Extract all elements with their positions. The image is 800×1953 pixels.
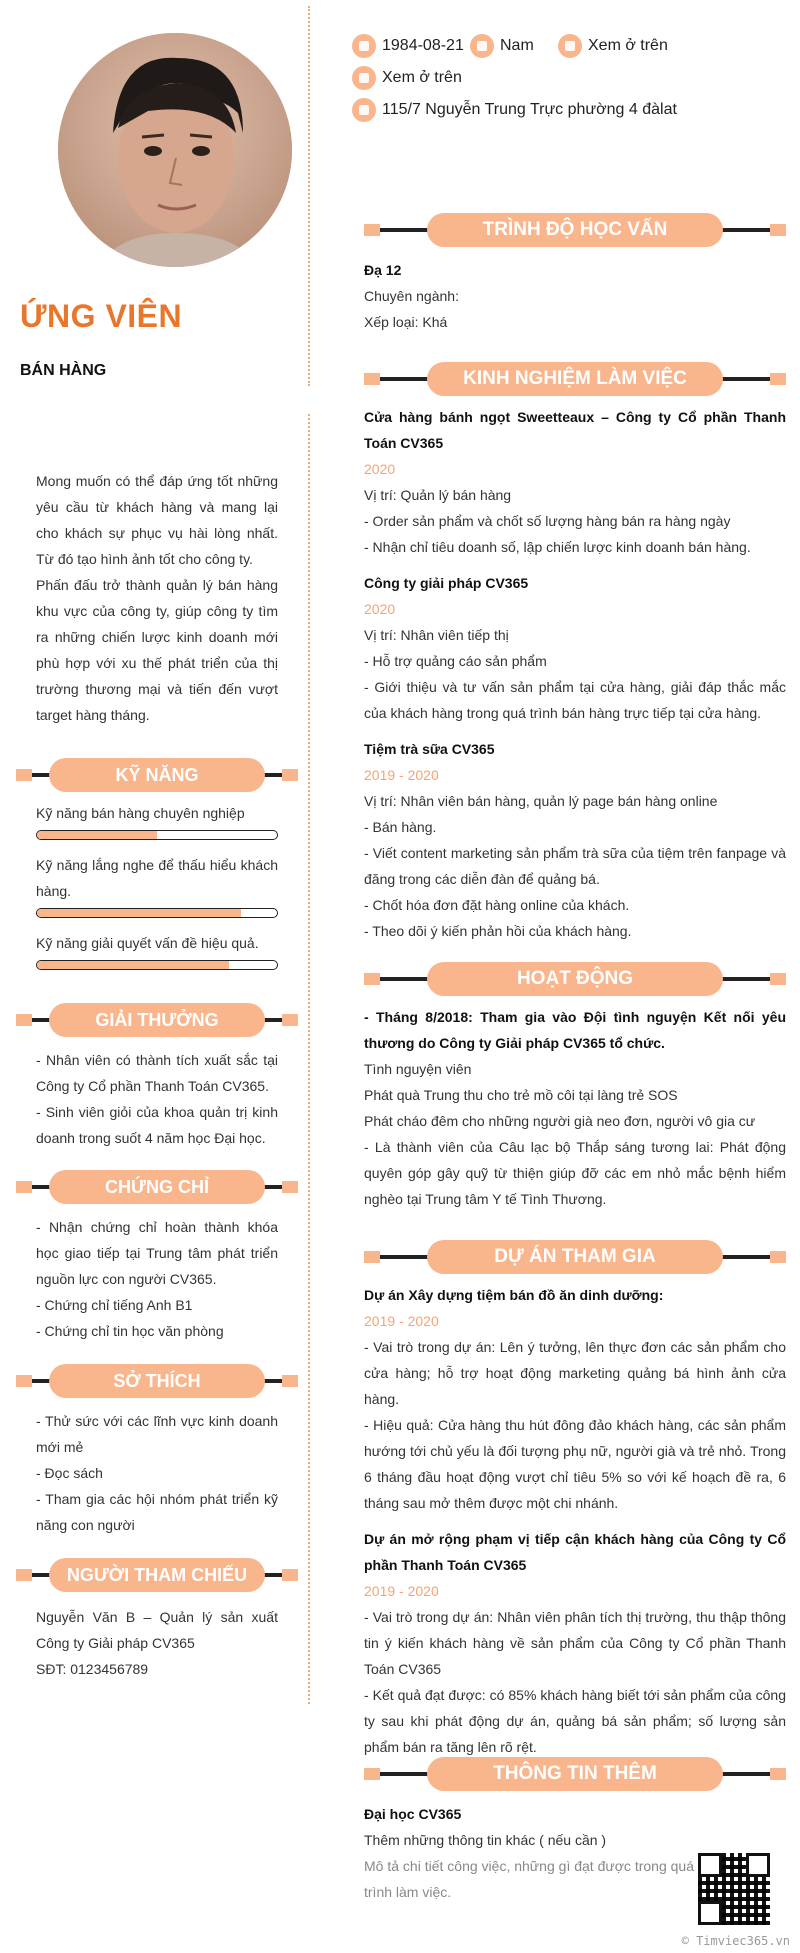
phone-icon bbox=[558, 34, 582, 58]
job-period: 2020 bbox=[364, 601, 396, 617]
certificate-item: - Nhận chứng chỉ hoàn thành khóa học giao tiếp tại Trung tâm phát triển nguồn lực con người CV365. bbox=[36, 1219, 278, 1287]
company-name: Cửa hàng bánh ngọt Sweetteaux – Công ty Cổ phần Thanh Toán CV365 bbox=[364, 409, 786, 451]
section-title: CHỨNG CHỈ bbox=[49, 1170, 265, 1204]
reference-item: Nguyễn Văn B – Quản lý sản xuất Công ty Giải pháp CV365 bbox=[36, 1609, 278, 1651]
skill-name: Kỹ năng lắng nghe để thấu hiểu khách hàng. bbox=[36, 857, 278, 899]
section-banner bbox=[16, 1170, 298, 1204]
gender-row bbox=[470, 34, 534, 58]
extra-school: Đại học CV365 bbox=[364, 1806, 462, 1822]
section-title: KỸ NĂNG bbox=[49, 758, 265, 792]
address-value: 115/7 Nguyễn Trung Trực phường 4 đàlat bbox=[382, 101, 677, 118]
company-name: Công ty giải pháp CV365 bbox=[364, 575, 529, 591]
section-title: SỞ THÍCH bbox=[49, 1364, 265, 1398]
certificate-item: - Chứng chỉ tin học văn phòng bbox=[36, 1323, 224, 1339]
section-title: HOẠT ĐỘNG bbox=[427, 962, 723, 996]
project-period: 2019 - 2020 bbox=[364, 1583, 439, 1599]
section-title: KINH NGHIỆM LÀM VIỆC bbox=[427, 362, 723, 396]
job-line: - Theo dõi ý kiến phản hồi của khách hàng. bbox=[364, 923, 632, 939]
section-title: GIẢI THƯỞNG bbox=[49, 1003, 265, 1037]
job-line: Vị trí: Quản lý bán hàng bbox=[364, 487, 512, 503]
job-period: 2020 bbox=[364, 461, 396, 477]
project-period: 2019 - 2020 bbox=[364, 1313, 439, 1329]
phone-row bbox=[558, 34, 668, 58]
section-banner bbox=[16, 1364, 298, 1398]
qr-code bbox=[698, 1853, 770, 1925]
project-name: Dự án mở rộng phạm vị tiếp cận khách hàng của Công ty Cổ phần Thanh Toán CV365 bbox=[364, 1531, 786, 1573]
avatar bbox=[58, 33, 292, 267]
job-line: - Nhận chỉ tiêu doanh số, lập chiến lược kinh doanh bán hàng. bbox=[364, 539, 751, 555]
education-section bbox=[364, 213, 786, 335]
job-line: Vị trí: Nhân viên tiếp thị bbox=[364, 627, 509, 643]
job-line: - Bán hàng. bbox=[364, 819, 437, 835]
extra-placeholder: Mô tả chi tiết công việc, những gì đạt được trong quá trình làm việc. bbox=[364, 1858, 694, 1900]
certificates-section bbox=[16, 1170, 298, 1344]
birthday-cake-icon bbox=[352, 34, 376, 58]
reference-item: SĐT: 0123456789 bbox=[36, 1661, 149, 1677]
job-line: - Giới thiệu và tư vấn sản phẩm tại cửa hàng, giải đáp thắc mắc của khách hàng trong quá trình bán hàng trực tiếp tại cửa hàng. bbox=[364, 679, 786, 721]
job-line: Vị trí: Nhân viên bán hàng, quản lý page bán hàng online bbox=[364, 793, 718, 809]
award-item: - Nhân viên có thành tích xuất sắc tại Công ty Cổ phần Thanh Toán CV365. bbox=[36, 1052, 278, 1094]
email-row bbox=[352, 66, 462, 90]
skills-section bbox=[16, 758, 298, 982]
section-banner bbox=[364, 1757, 786, 1791]
gender-value: Nam bbox=[500, 37, 534, 54]
company-name: Tiệm trà sữa CV365 bbox=[364, 741, 495, 757]
project-line: - Kết quả đạt được: có 85% khách hàng biết tới sản phẩm của công ty sau khi phát động dự án, quảng bá sản phẩm; số lượng sản phẩm bán ra tăng lên rõ rệt. bbox=[364, 1687, 786, 1755]
email-value: Xem ở trên bbox=[382, 69, 462, 86]
school-name: Đạ 12 bbox=[364, 262, 402, 278]
activity-line: - Là thành viên của Câu lạc bộ Thắp sáng tương lai: Phát động quyên góp gây quỹ từ thiện giúp đỡ các em nhỏ mắc bệnh hiểm nghèo tại Trung tâm Y tế Tình Thương. bbox=[364, 1139, 786, 1207]
awards-section bbox=[16, 1003, 298, 1151]
candidate-name: ỨNG VIÊN bbox=[20, 298, 183, 334]
section-title: DỰ ÁN THAM GIA bbox=[427, 1240, 723, 1274]
section-banner bbox=[364, 213, 786, 247]
experience-section bbox=[364, 362, 786, 944]
job-line: - Order sản phẩm và chốt số lượng hàng bán ra hàng ngày bbox=[364, 513, 731, 529]
references-section bbox=[16, 1558, 298, 1682]
dob-row bbox=[352, 34, 464, 58]
activity-headline: - Tháng 8/2018: Tham gia vào Đội tình nguyện Kết nối yêu thương do Công ty Giải pháp CV365 tổ chức. bbox=[364, 1009, 786, 1051]
section-banner bbox=[16, 1003, 298, 1037]
project-line: - Vai trò trong dự án: Nhân viên phân tích thị trường, thu thập thông tin ý kiến khách hàng về sản phẩm của Công ty Cổ phần Thanh Toán CV365 bbox=[364, 1609, 786, 1677]
job-title: BÁN HÀNG bbox=[20, 362, 107, 379]
hobbies-section bbox=[16, 1364, 298, 1538]
column-divider bbox=[308, 414, 310, 1704]
activity-line: Phát quà Trung thu cho trẻ mồ côi tại làng trẻ SOS bbox=[364, 1087, 678, 1103]
section-banner bbox=[16, 758, 298, 792]
activity-line: Tình nguyện viên bbox=[364, 1061, 472, 1077]
project-name: Dự án Xây dựng tiệm bán đồ ăn dinh dưỡng: bbox=[364, 1287, 664, 1303]
hobby-item: - Đọc sách bbox=[36, 1465, 103, 1481]
address-row bbox=[352, 98, 677, 122]
project-line: - Vai trò trong dự án: Lên ý tưởng, lên thực đơn các sản phẩm cho cửa hàng; hỗ trợ hoạt động marketing quảng bá hình ảnh cửa hàng. bbox=[364, 1339, 786, 1407]
major: Chuyên ngành: bbox=[364, 288, 459, 304]
column-divider bbox=[308, 6, 310, 386]
skill-bar bbox=[36, 960, 278, 970]
gender-icon bbox=[470, 34, 494, 58]
phone-value: Xem ở trên bbox=[588, 37, 668, 54]
dob-value: 1984-08-21 bbox=[382, 37, 464, 54]
skill-bar bbox=[36, 830, 278, 840]
section-banner bbox=[364, 962, 786, 996]
certificate-item: - Chứng chỉ tiếng Anh B1 bbox=[36, 1297, 193, 1313]
section-title: THÔNG TIN THÊM bbox=[427, 1757, 723, 1791]
location-icon bbox=[352, 98, 376, 122]
skill-name: Kỹ năng giải quyết vấn đề hiệu quả. bbox=[36, 935, 259, 951]
job-line: - Chốt hóa đơn đặt hàng online của khách. bbox=[364, 897, 630, 913]
section-title: NGƯỜI THAM CHIẾU bbox=[49, 1558, 265, 1592]
job-line: - Hỗ trợ quảng cáo sản phẩm bbox=[364, 653, 547, 669]
email-icon bbox=[352, 66, 376, 90]
activity-line: Phát cháo đêm cho những người già neo đơn, người vô gia cư bbox=[364, 1113, 756, 1129]
career-objective bbox=[36, 468, 278, 728]
section-banner bbox=[364, 1240, 786, 1274]
section-banner bbox=[364, 362, 786, 396]
job-line: - Viết content marketing sản phẩm trà sữa của tiệm trên fanpage và đăng trong các diễn đàn để quảng bá. bbox=[364, 845, 786, 887]
activities-section bbox=[364, 962, 786, 1212]
skill-name: Kỹ năng bán hàng chuyên nghiệp bbox=[36, 805, 245, 821]
hobby-item: - Tham gia các hội nhóm phát triển kỹ năng con người bbox=[36, 1491, 278, 1533]
section-banner bbox=[16, 1558, 298, 1592]
hobby-item: - Thử sức với các lĩnh vực kinh doanh mới mẻ bbox=[36, 1413, 278, 1455]
project-line: - Hiệu quả: Cửa hàng thu hút đông đảo khách hàng, các sản phẩm hướng tới chủ yếu là đối tượng phụ nữ, người già và trẻ nhỏ. Trong 6 tháng đầu hoạt động vượt chỉ tiêu 5% so với kế hoạch đề ra, 6 tháng sau mở thêm được một chi nhánh. bbox=[364, 1417, 786, 1511]
grade: Xếp loại: Khá bbox=[364, 314, 448, 330]
objective-paragraph: Phấn đấu trở thành quản lý bán hàng khu vực của công ty, giúp công ty tìm ra những chiến lược kinh doanh mới phù hợp với xu thế phát triển của thị trường thương mại và tiến đến vượt target hàng tháng. bbox=[36, 577, 278, 723]
footer-watermark: © Timviec365.vn bbox=[681, 1934, 790, 1948]
extra-note: Thêm những thông tin khác ( nếu cần ) bbox=[364, 1832, 607, 1848]
job-period: 2019 - 2020 bbox=[364, 767, 439, 783]
award-item: - Sinh viên giỏi của khoa quản trị kinh doanh trong suốt 4 năm học Đại học. bbox=[36, 1104, 278, 1146]
section-title: TRÌNH ĐỘ HỌC VẤN bbox=[427, 213, 723, 247]
objective-paragraph: Mong muốn có thể đáp ứng tốt những yêu cầu từ khách hàng và mang lại cho khách sự phục vụ hài lòng nhất. Từ đó tạo hình ảnh tốt cho công ty. bbox=[36, 473, 278, 567]
skill-bar bbox=[36, 908, 278, 918]
projects-section bbox=[364, 1240, 786, 1760]
